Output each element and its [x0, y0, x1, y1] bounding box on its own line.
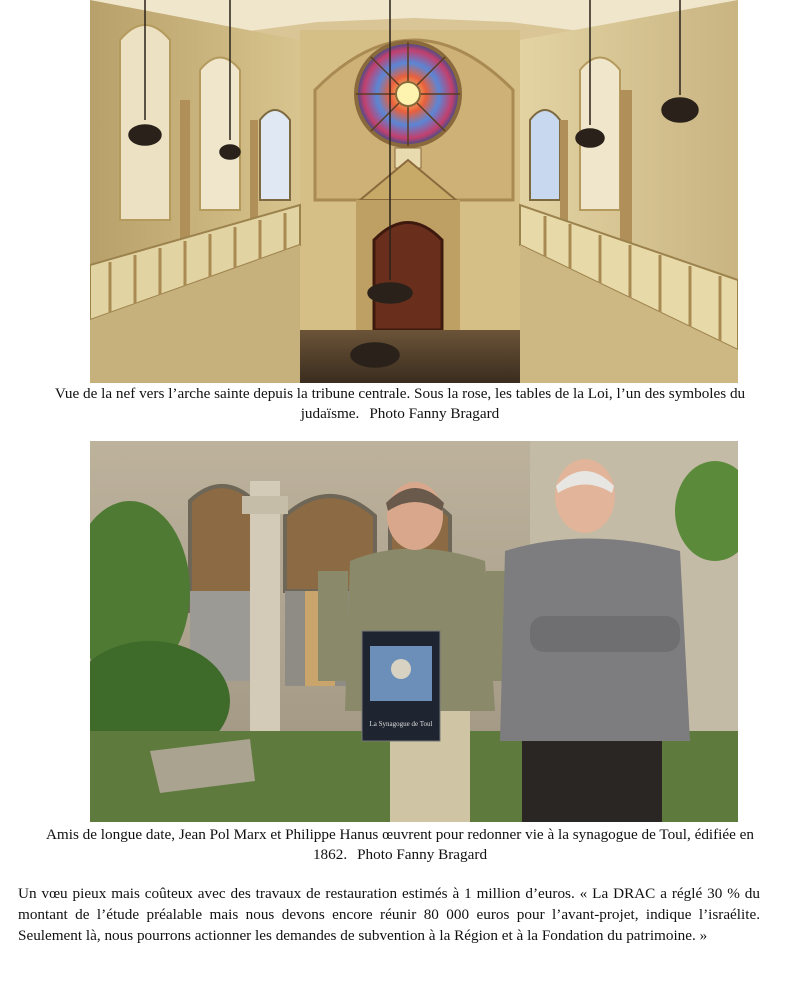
courtyard-portrait-photo — [90, 441, 738, 822]
caption-text: Amis de longue date, Jean Pol Marx et Philippe Hanus œuvrent pour redonner vie à la synagogue de Toul, édifiée en 1862. — [45, 826, 755, 863]
photo-caption-1 — [30, 384, 770, 424]
photo-credit: Photo Fanny Bragard — [357, 846, 488, 863]
photo-caption-2 — [30, 825, 770, 865]
synagogue-interior-illustration — [90, 0, 738, 383]
caption-text: Vue de la nef vers l’arche sainte depuis la tribune centrale. Sous la rose, les tables de la Loi, l’un des symboles du judaïsme. — [54, 385, 746, 422]
book-title: La Synagogue de Toul — [369, 720, 433, 728]
article-paragraph: Un vœu pieux mais coûteux avec des travaux de restauration estimés à 1 million d’euros. « La DRAC a réglé 30 % du montant de l’étude préalable mais nous devons encore réunir 80 000 euros pour l’avant-projet, indique l’israélite. Seulement là, nous pourrons actionner les demandes de subvention à la Région et à la Fondation du patrimoine. » — [18, 885, 760, 944]
courtyard-portrait-illustration — [90, 441, 738, 822]
photo-credit: Photo Fanny Bragard — [369, 405, 500, 422]
synagogue-interior-photo — [90, 0, 738, 383]
